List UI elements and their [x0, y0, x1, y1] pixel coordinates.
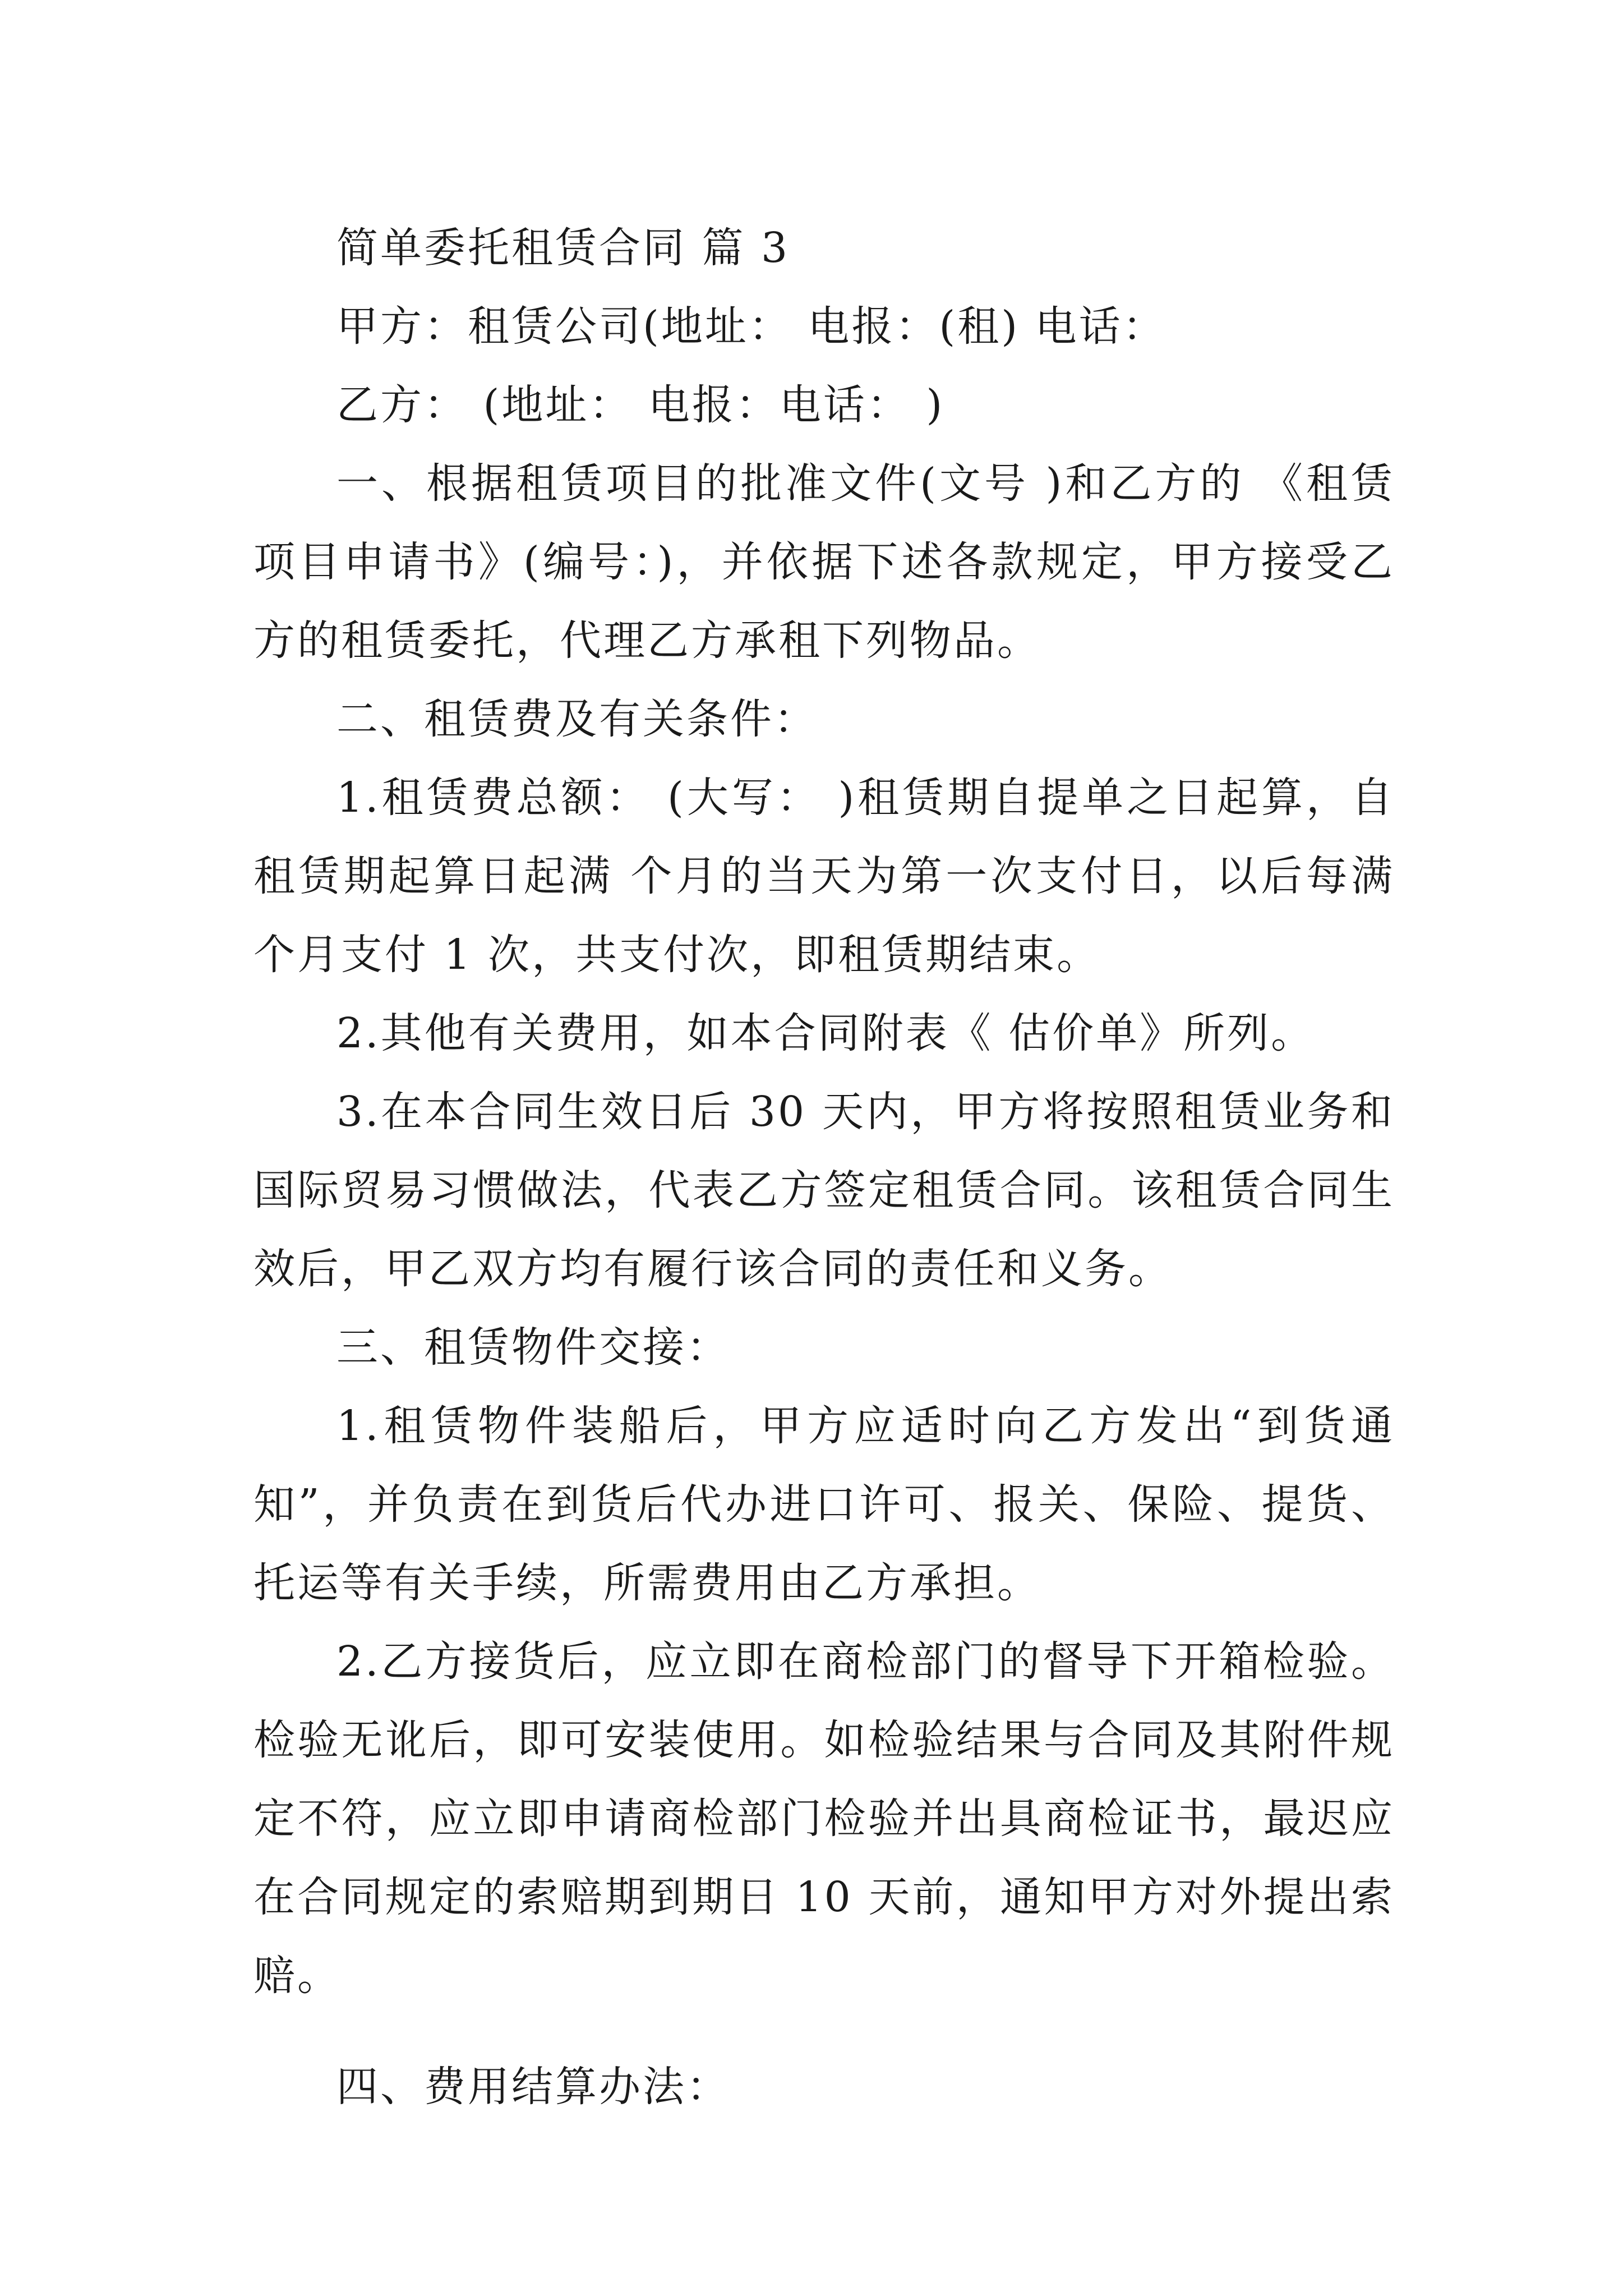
clause-2-3: 3.在本合同生效日后 30 天内，甲方将按照租赁业务和国际贸易习惯做法，代表乙方签定租赁合同。该租赁合同生效后，甲乙双方均有履行该合同的责任和义务。 [253, 1088, 1395, 1293]
clause-1: 一、根据租赁项目的批准文件(文号 )和乙方的 《租赁项目申请书》(编号：)，并依据下述各款规定，甲方接受乙方的租赁委托，代理乙方承租下列物品。 [253, 459, 1395, 665]
section-4-heading: 四、费用结算办法： [336, 2063, 730, 2111]
section-3-heading: 三、租赁物件交接： [336, 1323, 730, 1372]
section-2-heading: 二、租赁费及有关条件： [336, 695, 818, 743]
party-a-line: 甲方：租赁公司(地址： 电报：(租) 电话： [336, 302, 1166, 351]
clause-2-2: 2.其他有关费用，如本合同附表《 估价单》所列。 [336, 1009, 1315, 1057]
contract-body [253, 209, 1395, 2126]
clause-3-2: 2.乙方接货后，应立即在商检部门的督导下开箱检验。检验无讹后，即可安装使用。如检验结果与合同及其附件规定不符，应立即申请商检部门检验并出具商检证书，最迟应在合同规定的索赔期到期日 10 天前，通知甲方对外提出索赔。 [253, 1637, 1395, 2000]
contract-title: 简单委托租赁合同 篇 3 [336, 224, 790, 272]
party-b-line: 乙方： (地址： 电报：电话： ) [336, 381, 945, 429]
clause-3-1: 1.租赁物件装船后，甲方应适时向乙方发出“到货通知”，并负责在到货后代办进口许可、报关、保险、提货、托运等有关手续，所需费用由乙方承担。 [253, 1402, 1395, 1607]
clause-2-1: 1.租赁费总额： (大写： )租赁期自提单之日起算，自租赁期起算日起满 个月的当天为第一次支付日，以后每满个月支付 1 次，共支付次，即租赁期结束。 [253, 774, 1395, 979]
